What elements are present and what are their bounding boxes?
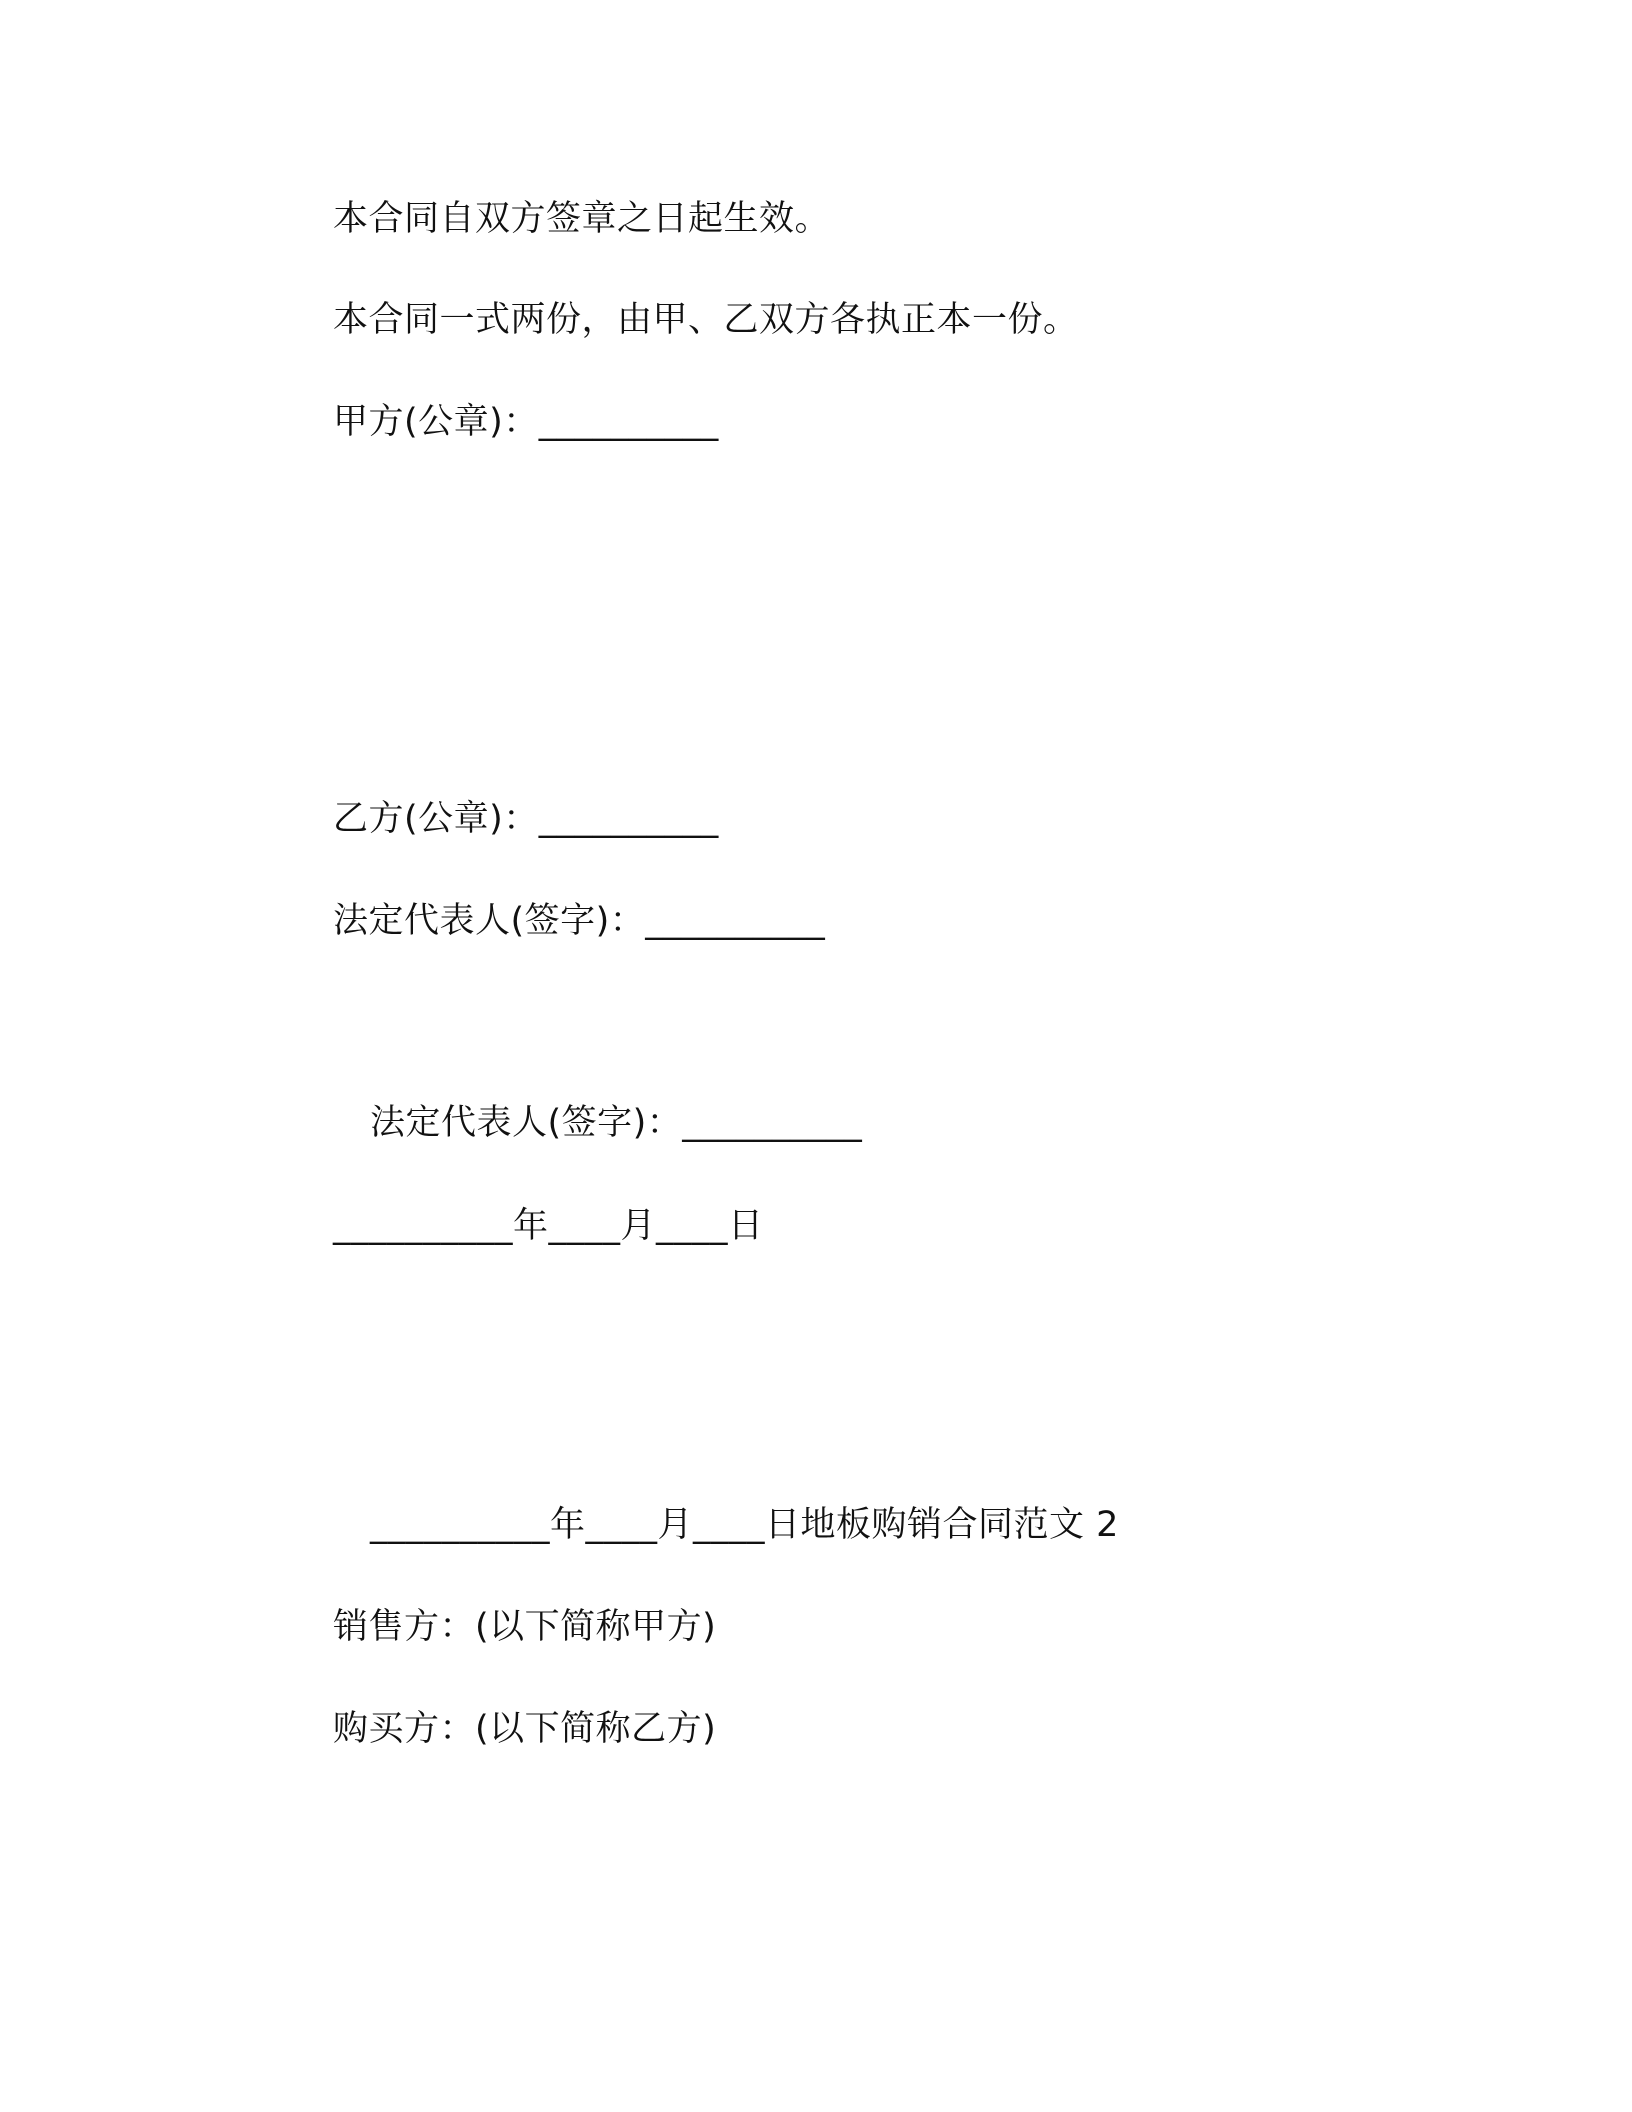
effective-clause: 本合同自双方签章之日起生效。 — [333, 199, 831, 239]
legal-rep-signature-line: 法定代表人(签字)：__________ — [333, 901, 826, 941]
seller-line: 销售方：(以下简称甲方) — [333, 1607, 717, 1647]
buyer-line: 购买方：(以下简称乙方) — [333, 1709, 717, 1749]
legal-rep-signature-line-2: 法定代表人(签字)：__________ — [370, 1103, 863, 1143]
section-heading: __________年____月____日地板购销合同范文 2 — [370, 1505, 1119, 1545]
party-b-seal-line: 乙方(公章)：__________ — [333, 799, 719, 839]
copies-clause: 本合同一式两份，由甲、乙双方各执正本一份。 — [333, 300, 1079, 340]
date-line: __________年____月____日 — [333, 1206, 764, 1246]
party-a-seal-line: 甲方(公章)：__________ — [333, 402, 719, 442]
